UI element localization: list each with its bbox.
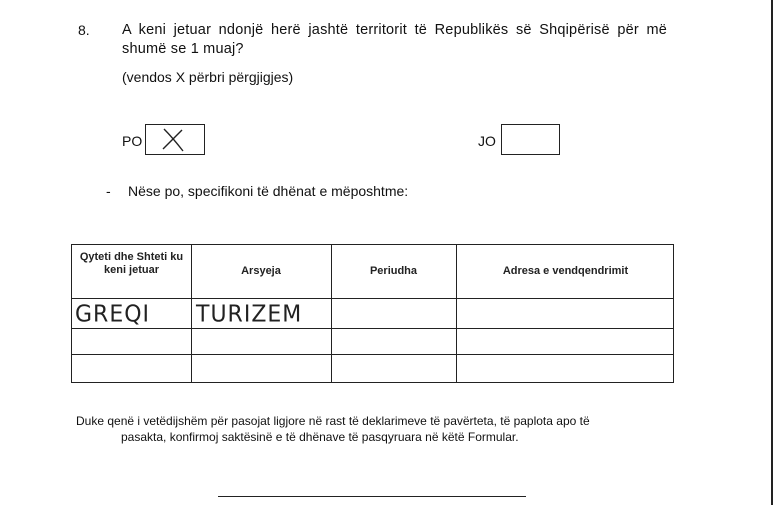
- column-divider: [456, 245, 457, 382]
- row-divider: [72, 354, 673, 355]
- option-yes-checkbox[interactable]: [145, 124, 205, 155]
- declaration-line-1: Duke qenë i vetëdijshëm për pasojat ligjore në rast të deklarimeve të pavërteta, të paplota apo të: [76, 414, 590, 428]
- residence-table: [71, 244, 674, 383]
- row-divider: [72, 298, 673, 299]
- option-no-checkbox[interactable]: [501, 124, 560, 155]
- column-divider: [191, 245, 192, 382]
- header-address: Adresa e vendqendrimit: [502, 265, 629, 277]
- cell-city-country[interactable]: GREQI: [75, 301, 151, 328]
- page-edge: [771, 0, 773, 505]
- bullet-dash: -: [106, 183, 111, 199]
- header-period: Periudha: [369, 265, 418, 277]
- question-text: A keni jetuar ndonjë herë jashtë territorit të Republikës së Shqipërisë për më shumë se 1 muaj?: [122, 22, 667, 57]
- question-hint: (vendos X përbri përgjigjes): [122, 69, 294, 85]
- checkmark-x-icon: [146, 125, 204, 154]
- option-no-label: JO: [478, 133, 496, 149]
- signature-line: [218, 496, 526, 497]
- column-divider: [331, 245, 332, 382]
- declaration-line-2: pasakta, konfirmoj saktësinë e të dhënave të pasqyruara në këtë Formular.: [121, 430, 519, 444]
- header-city-country: Qyteti dhe Shteti ku keni jetuar: [79, 251, 184, 276]
- declaration: [76, 413, 676, 445]
- follow-up-instruction: Nëse po, specifikoni të dhënat e mëposhtme:: [128, 183, 409, 199]
- option-yes-label: PO: [122, 133, 143, 149]
- row-divider: [72, 328, 673, 329]
- cell-reason[interactable]: TURIZEM: [196, 301, 303, 328]
- question-number: 8.: [78, 22, 90, 38]
- header-reason: Arsyeja: [241, 265, 281, 277]
